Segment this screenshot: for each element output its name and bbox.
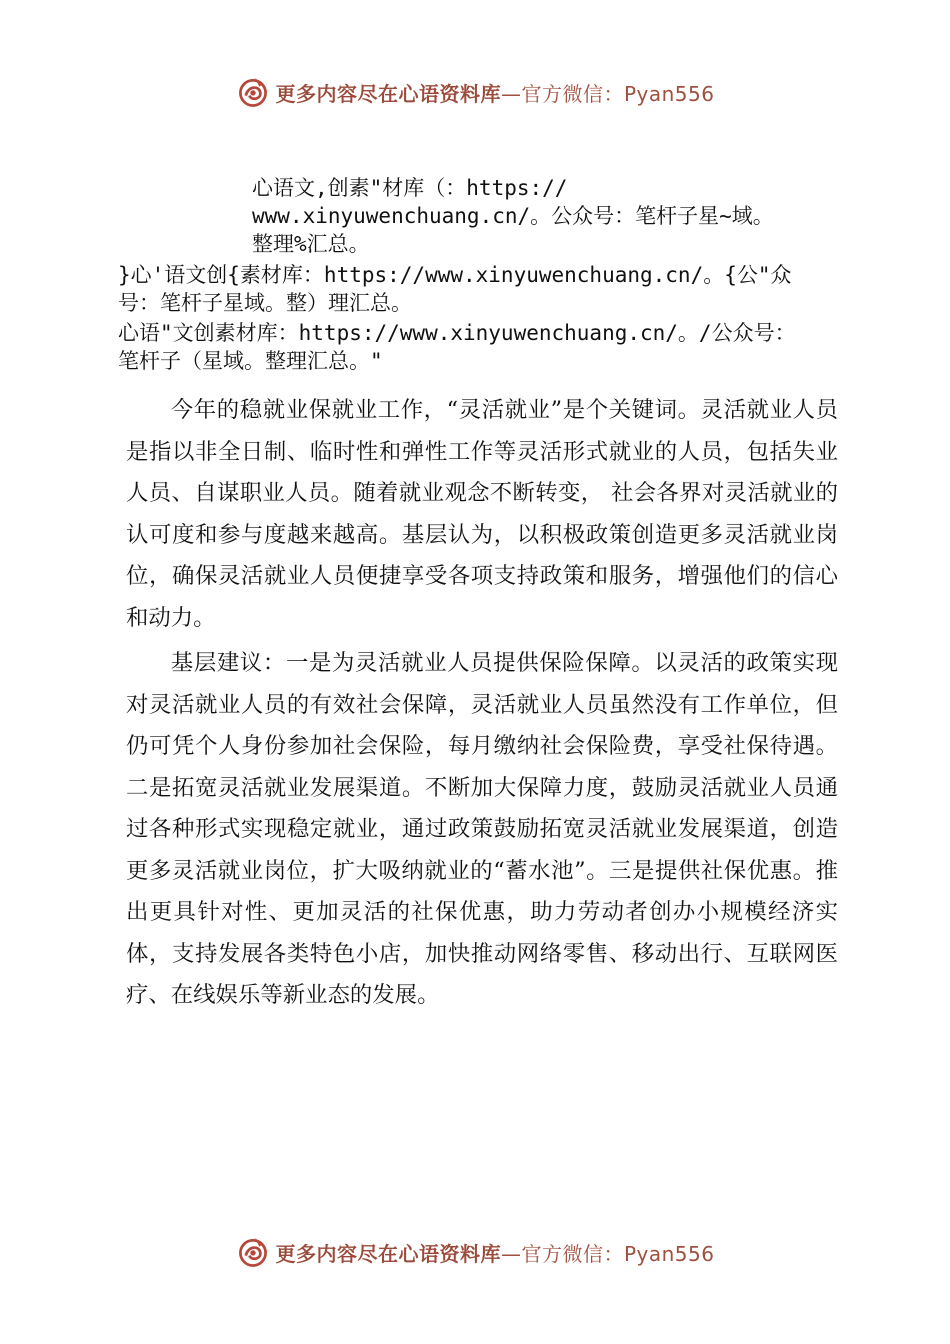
watermark-block-1-line-2: www.xinyuwenchuang.cn/。公众号：笔杆子星~域。 [252, 204, 774, 228]
watermark-block-1-line-3: 整理%汇总。 [252, 232, 370, 256]
header-banner [0, 70, 950, 114]
banner-wechat-text: —官方微信：Pyan556 [500, 1241, 715, 1266]
banner-main-text: 更多内容尽在心语资料库 [275, 81, 501, 106]
banner-main-text: 更多内容尽在心语资料库 [275, 1241, 501, 1266]
footer-banner [0, 1230, 950, 1274]
watermark-block-3-line-1: 心语"文创素材库：https://www.xinyuwenchuang.cn/。/公众号： [118, 321, 796, 345]
banner-text [275, 1238, 714, 1267]
watermark-block-3-line-2: 笔杆子（星域。整理汇总。" [118, 349, 383, 373]
banner-text [275, 78, 714, 107]
watermark-block-1-line-1: 心语文,创素"材库（：https:// [252, 176, 568, 200]
watermark-block-2-line-2: 号：笔杆子星域。整）理汇总。 [118, 291, 412, 315]
watermark-block-2-line-1: }心'语文创{素材库：https://www.xinyuwenchuang.cn/。{公"众 [118, 263, 792, 287]
logo-swirl-icon [235, 1234, 271, 1270]
body-paragraph-2: 基层建议：一是为灵活就业人员提供保险保障。以灵活的政策实现对灵活就业人员的有效社会保障，灵活就业人员虽然没有工作单位，但仍可凭个人身份参加社会保险，每月缴纳社会保险费，享受社保待遇。二是拓宽灵活就业发展渠道。不断加大保障力度，鼓励灵活就业人员通过各种形式实现稳定就业，通过政策鼓励拓宽灵活就业发展渠道，创造更多灵活就业岗位，扩大吸纳就业的“蓄水池”。三是提供社保优惠。推出更具针对性、更加灵活的社保优惠，助力劳动者创办小规模经济实体，支持发展各类特色小店，加快推动网络零售、移动出行、互联网医疗、在线娱乐等新业态的发展。 [126, 650, 838, 1008]
logo-swirl-icon [235, 74, 271, 110]
banner-wechat-text: —官方微信：Pyan556 [500, 81, 715, 106]
body-paragraph-1: 今年的稳就业保就业工作，“灵活就业”是个关键词。灵活就业人员是指以非全日制、临时性和弹性工作等灵活形式就业的人员，包括失业人员、自谋职业人员。随着就业观念不断转变， 社会各界对灵活就业的认可度和参与度越来越高。基层认为，以积极政策创造更多灵活就业岗位，确保灵活就业人员便捷享受各项支持政策和服务，增强他们的信心和动力。 [126, 397, 838, 631]
